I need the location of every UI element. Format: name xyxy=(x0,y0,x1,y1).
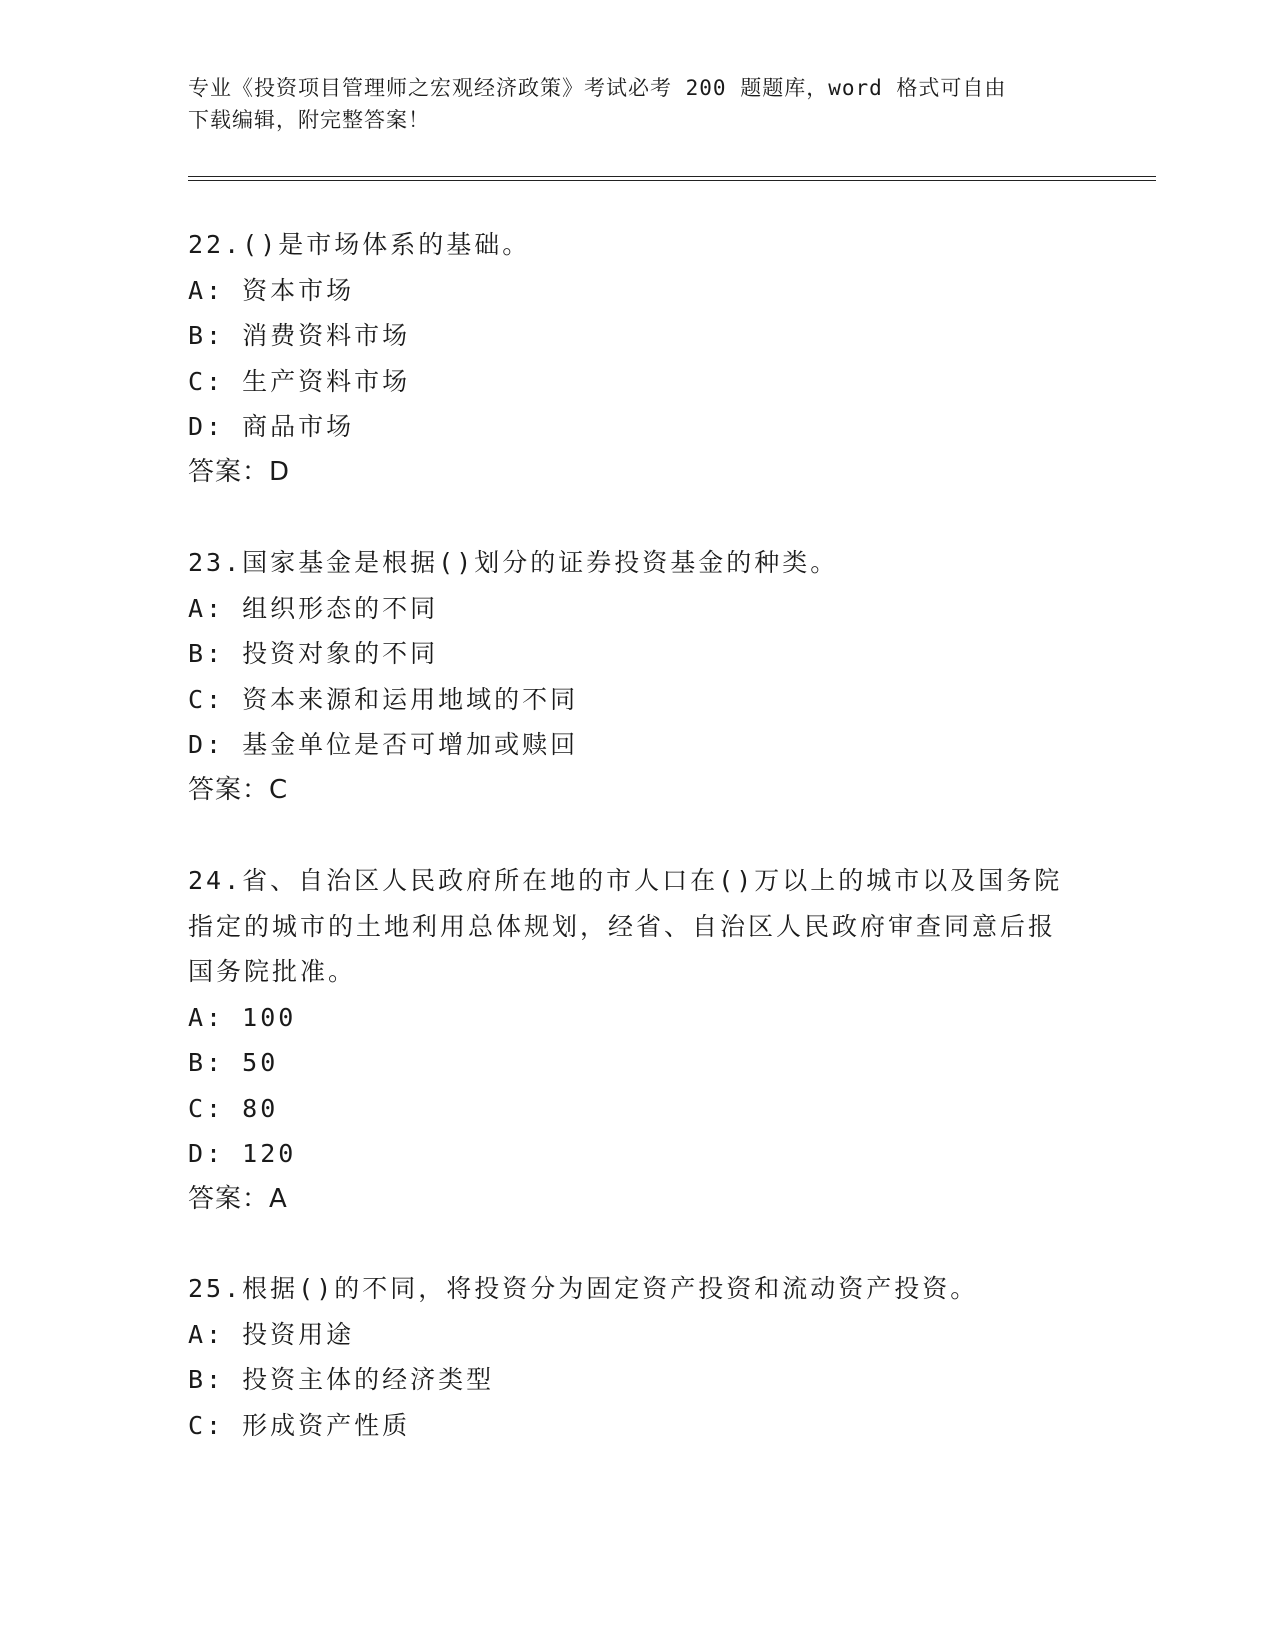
option-b: B: 消费资料市场 xyxy=(188,321,411,350)
option-b: B: 投资对象的不同 xyxy=(188,639,439,668)
header-divider xyxy=(188,176,1156,181)
question-24 xyxy=(188,858,1088,1222)
answer-text: 答案：D xyxy=(188,456,291,487)
question-stem: 25.根据()的不同，将投资分为固定资产投资和流动资产投资。 xyxy=(188,1274,979,1303)
option-d: D: 商品市场 xyxy=(188,412,355,441)
option-c: C: 资本来源和运用地域的不同 xyxy=(188,684,579,714)
question-stem: 22.()是市场体系的基础。 xyxy=(188,230,531,259)
answer-text: 答案：C xyxy=(188,774,289,805)
option-c: C: 形成资产性质 xyxy=(188,1410,411,1440)
option-b: B: 投资主体的经济类型 xyxy=(188,1365,495,1394)
option-c: C: 80 xyxy=(188,1093,279,1123)
header-line-2: 下载编辑，附完整答案！ xyxy=(188,108,430,132)
option-a: A: 组织形态的不同 xyxy=(188,593,439,623)
question-25 xyxy=(188,1266,1088,1448)
option-c: C: 生产资料市场 xyxy=(188,366,411,396)
question-22 xyxy=(188,222,1088,495)
answer-text: 答案：A xyxy=(188,1183,288,1214)
option-a: A: 资本市场 xyxy=(188,275,355,305)
option-d: D: 120 xyxy=(188,1139,297,1168)
question-23 xyxy=(188,540,1088,813)
option-b: B: 50 xyxy=(188,1048,279,1077)
document-header xyxy=(188,72,1088,136)
header-line-1: 专业《投资项目管理师之宏观经济政策》考试必考 200 题题库，word 格式可自由 xyxy=(188,76,1007,100)
question-stem: 23.国家基金是根据()划分的证券投资基金的种类。 xyxy=(188,548,839,577)
option-a: A: 100 xyxy=(188,1002,297,1032)
option-a: A: 投资用途 xyxy=(188,1319,355,1349)
question-stem: 24.省、自治区人民政府所在地的市人口在()万以上的城市以及国务院指定的城市的土地利用总体规划，经省、自治区人民政府审查同意后报国务院批准。 xyxy=(188,866,1063,986)
option-d: D: 基金单位是否可增加或赎回 xyxy=(188,730,579,759)
